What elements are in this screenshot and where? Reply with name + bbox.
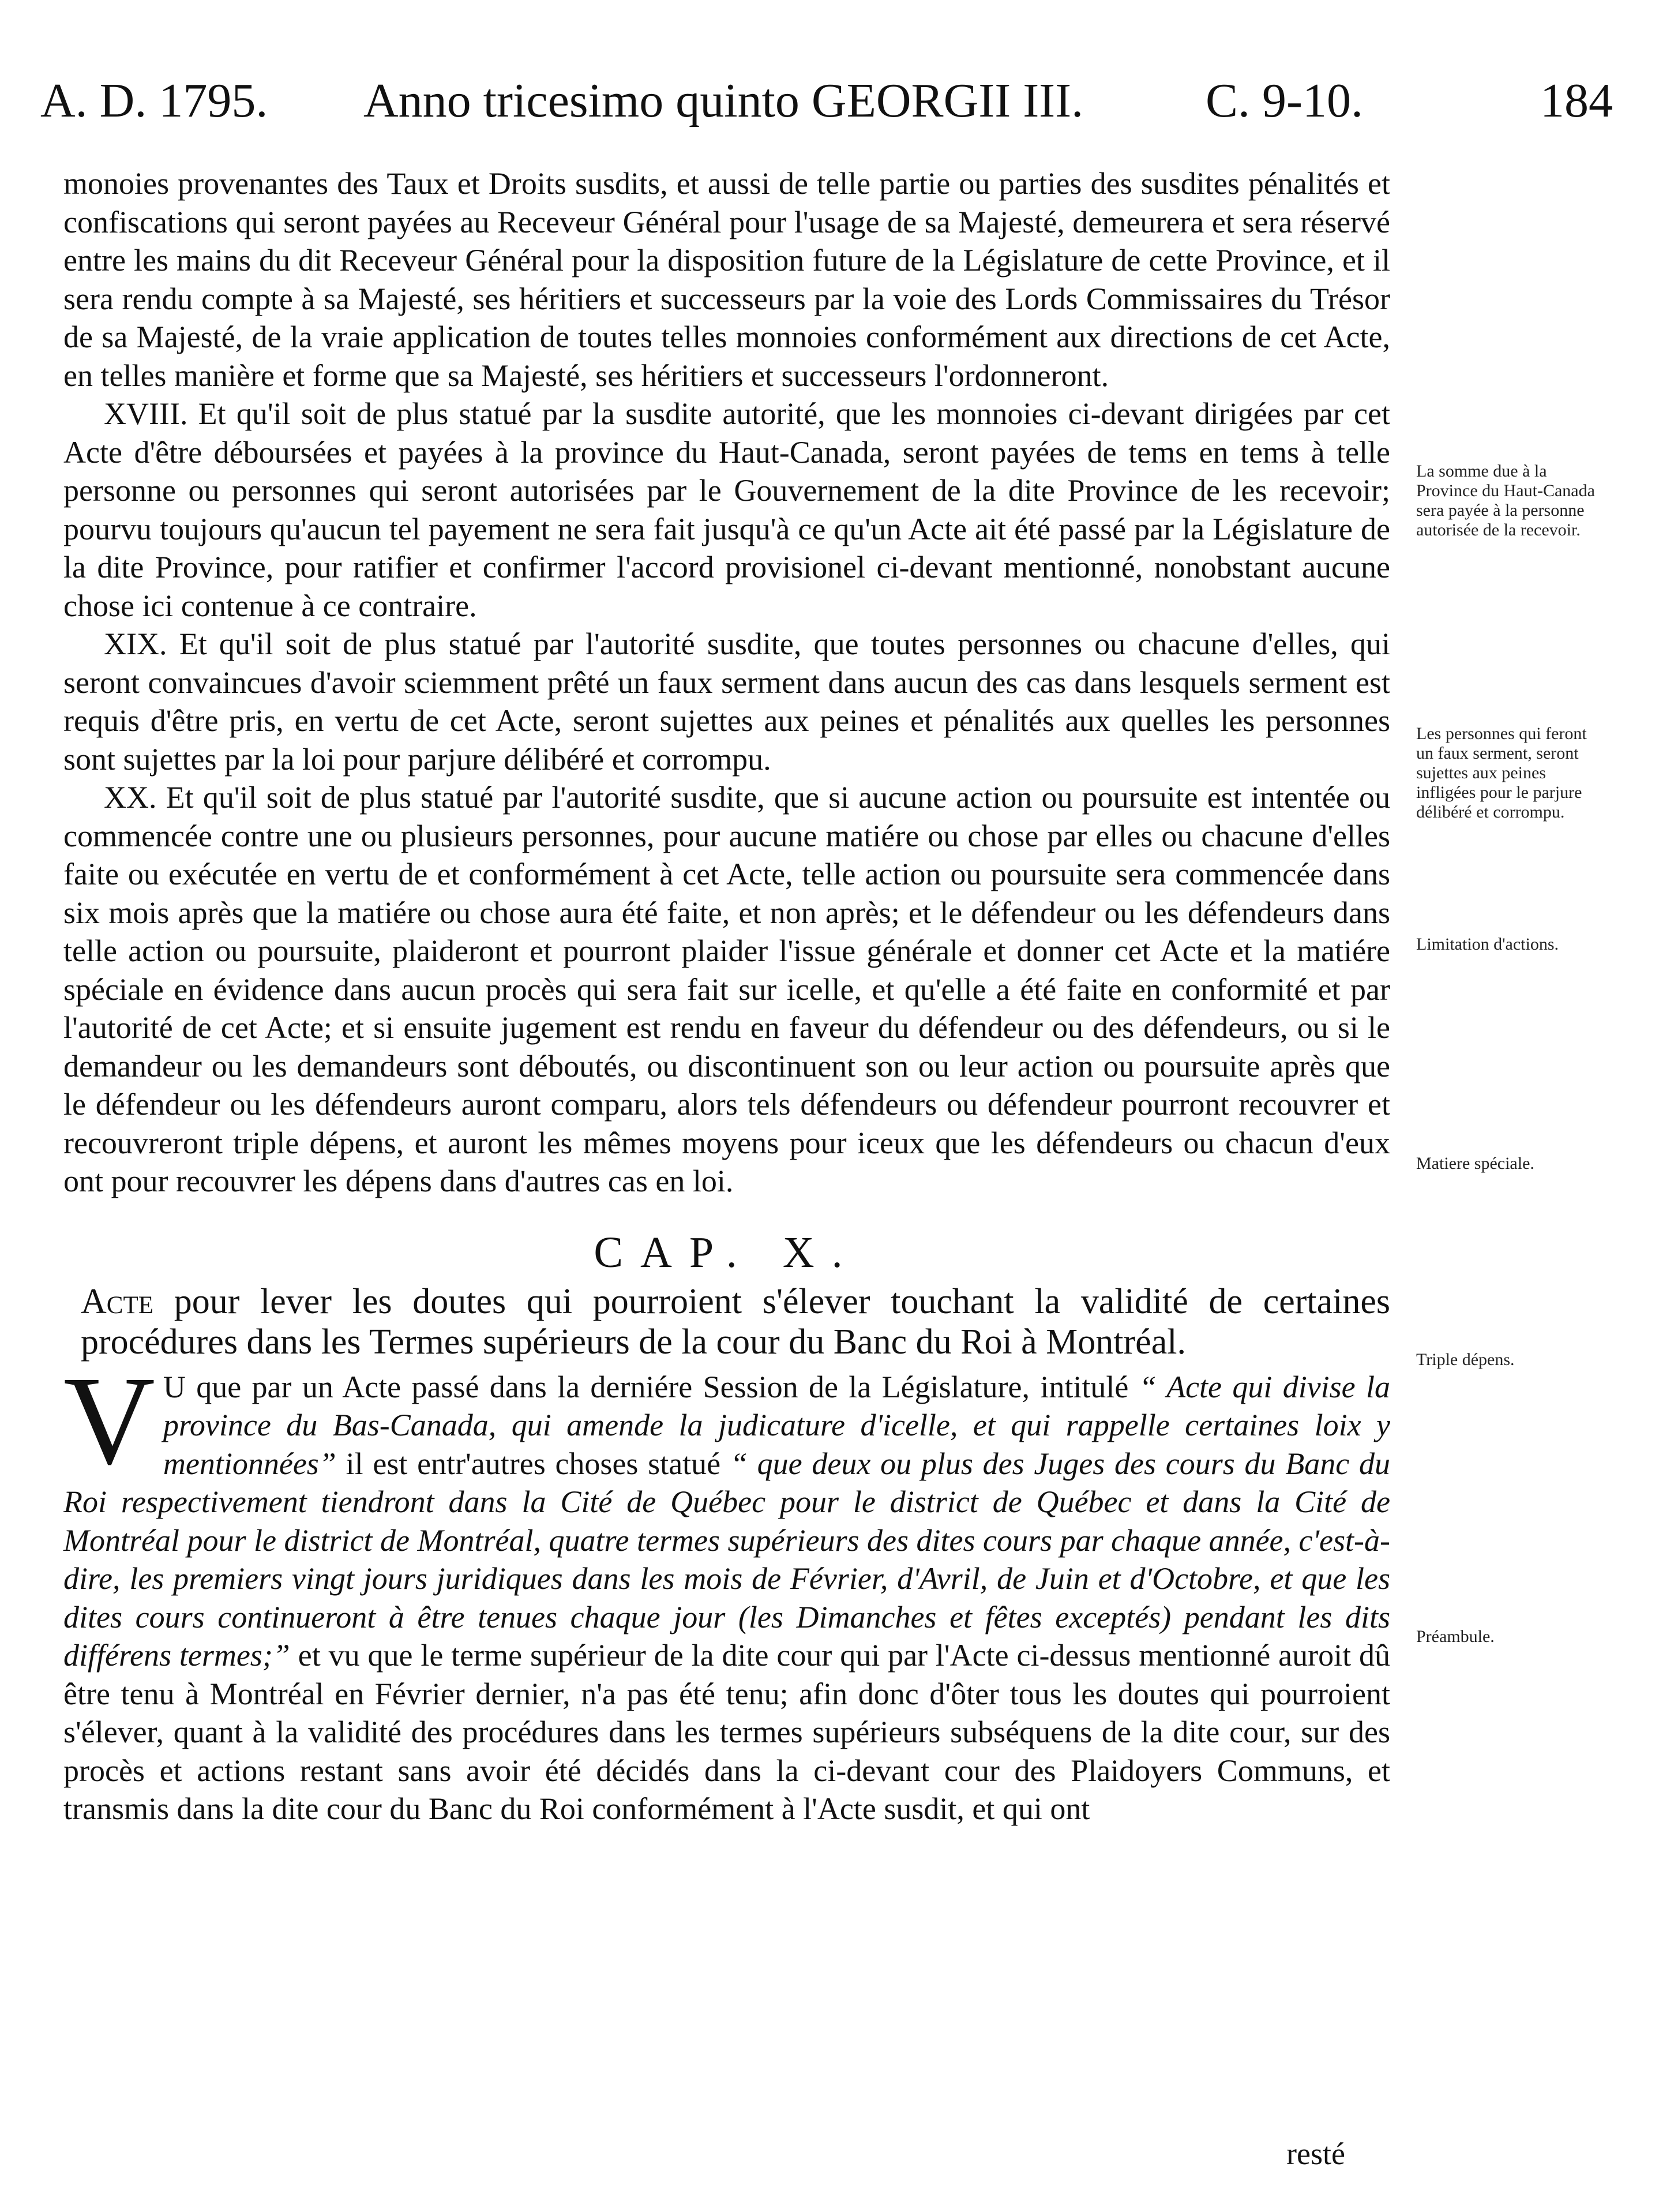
drop-cap: V [63, 1349, 155, 1491]
margin-note-xviii: La somme due à la Province du Haut-Canada sera payée à la personne autorisée de la recevoir. [1416, 462, 1595, 539]
act-title [63, 1281, 1390, 1362]
header-chapters: C. 9-10. [1206, 74, 1363, 128]
preamble-quote-2: “ que deux ou plus des Juges des cours du Banc du Roi respectivement tiendront dans la Cité de Québec pour le district de Québec et dans la Cité de Montréal pour le district de Montréal, quatre termes supérieurs des dites cours par chaque année, c'est-à-dire, les premiers vingt jours juridiques dans les mois de Février, d'Avril, de Juin et d'Octobre, et que les dites cours continueront à être tenues chaque jour (les Dimanches et fêtes exceptés) pendant les dits différens termes;” [63, 1446, 1390, 1673]
continuation-paragraph: monoies provenantes des Taux et Droits susdits, et aussi de telle partie ou parties des susdites pénalités et confiscations qui seront payées au Receveur Général pour l'usage de sa Majesté, demeurera et sera réservé entre les mains du dit Receveur Général pour la disposition future de la Législature de cette Province, et il sera rendu compte à sa Majesté, ses héritiers et successeurs par la voie des Lords Commissaires du Trésor de sa Majesté, de la vraie application de toutes telles monnoies conformément aux directions de cet Acte, en telles manière et forme que sa Majesté, ses héritiers et successeurs l'ordonneront. [63, 166, 1390, 393]
main-text [63, 164, 1390, 1828]
act-title-lead: Acte [81, 1281, 153, 1321]
margin-note-triple: Triple dépens. [1416, 1350, 1515, 1369]
header-reign: Anno tricesimo quinto GEORGII III. [363, 74, 1084, 128]
catchword: resté [1286, 2136, 1345, 2171]
margin-note-xix: Les personnes qui feront un faux serment, seront sujettes aux peines infligées pour le parjure délibéré et corrompu. [1416, 724, 1587, 822]
preamble-paragraph [63, 1349, 1390, 1828]
margin-note-limitation: Limitation d'actions. [1416, 935, 1559, 954]
margin-note-preamble: Préambule. [1416, 1627, 1495, 1646]
section-xx: XX. Et qu'il soit de plus statué par l'autorité susdite, que si aucune action ou poursuite est intentée ou commencée contre une ou plusieurs personnes, pour aucune matiére ou chose par elles ou chacune d'elles faite ou exécutée en vertu de et conformément à cet Acte, telle action ou poursuite sera commencée dans six mois après que la matiére ou chose aura été faite, et non après; et le défendeur ou les défendeurs dans telle action ou poursuite, plaideront et pourront plaider l'issue générale et donner cet Acte et la matiére spéciale en évidence dans aucun procès qui sera fait sur icelle, et qu'elle a été faite en conformité et par l'autorité de cet Acte; et si ensuite jugement est rendu en faveur du défendeur ou des défendeurs, ou si le demandeur ou les demandeurs sont déboutés, ou discontinuent son ou leur action ou poursuite après que le défendeur ou les défendeurs auront comparu, alors tels défendeurs ou défendeur pourront recouvrer et recouvreront triple dépens, et auront les mêmes moyens pour iceux que les défendeurs ou chacun d'eux ont pour recouvrer les dépens dans d'autres cas en loi. [63, 780, 1390, 1198]
margin-note-matiere: Matiere spéciale. [1416, 1154, 1534, 1173]
preamble-text-a: U que par un Acte passé dans la derniére Session de la Législature, intitulé [163, 1369, 1139, 1404]
act-title-rest: pour lever les doutes qui pourroient s'élever touchant la validité de certaines procédures dans les Termes supérieurs de la cour du Banc du Roi à Montréal. [81, 1281, 1390, 1362]
chapter-heading: CAP. X. [594, 1228, 860, 1277]
header-year: A. D. 1795. [40, 74, 268, 128]
running-header [40, 63, 1613, 138]
section-xix: XIX. Et qu'il soit de plus statué par l'autorité susdite, que toutes personnes ou chacune d'elles, qui seront convaincues d'avoir sciemment prêté un faux serment dans aucun des cas dans lesquels serment est requis d'être pris, en vertu de cet Acte, seront sujettes aux peines et pénalités aux quelles les personnes sont sujettes par la loi pour parjure délibéré et corrompu. [63, 627, 1390, 777]
page-number: 184 [1540, 74, 1613, 128]
preamble-text-c: et vu que le terme supérieur de la dite cour qui par l'Acte ci-dessus mentionné auroit dû être tenu à Montréal en Février dernier, n'a pas été tenu; afin donc d'ôter tous les doutes qui pourroient s'élever, quant à la validité des procédures dans les termes supérieurs subséquens de la dite cour, sur des procès et actions restant sans avoir été décidés dans la ci-devant cour des Plaidoyers Communs, et transmis dans la dite cour du Banc du Roi conformément à l'Acte susdit, et qui ont [63, 1638, 1390, 1826]
preamble-quote-1: “ Acte qui divise la province du Bas-Canada, qui amende la judicature d'icelle, et qui rappelle certaines loix y mentionnées” [163, 1369, 1390, 1481]
preamble-text-b: il est entr'autres choses statué [336, 1446, 730, 1481]
section-xviii: XVIII. Et qu'il soit de plus statué par la susdite autorité, que les monnoies ci-devant dirigées par cet Acte d'être déboursées et payées à la province du Haut-Canada, seront payées de tems en tems à telle personne ou personnes qui seront autorisées par le Gouvernement de la dite Province de les recevoir; pourvu toujours qu'aucun tel payement ne sera fait jusqu'à ce qu'un Acte ait été passé par la Législature de la dite Province, pour ratifier et confirmer l'accord provisionel ci-devant mentionné, nonobstant aucune chose ici contenue à ce contraire. [63, 396, 1390, 623]
